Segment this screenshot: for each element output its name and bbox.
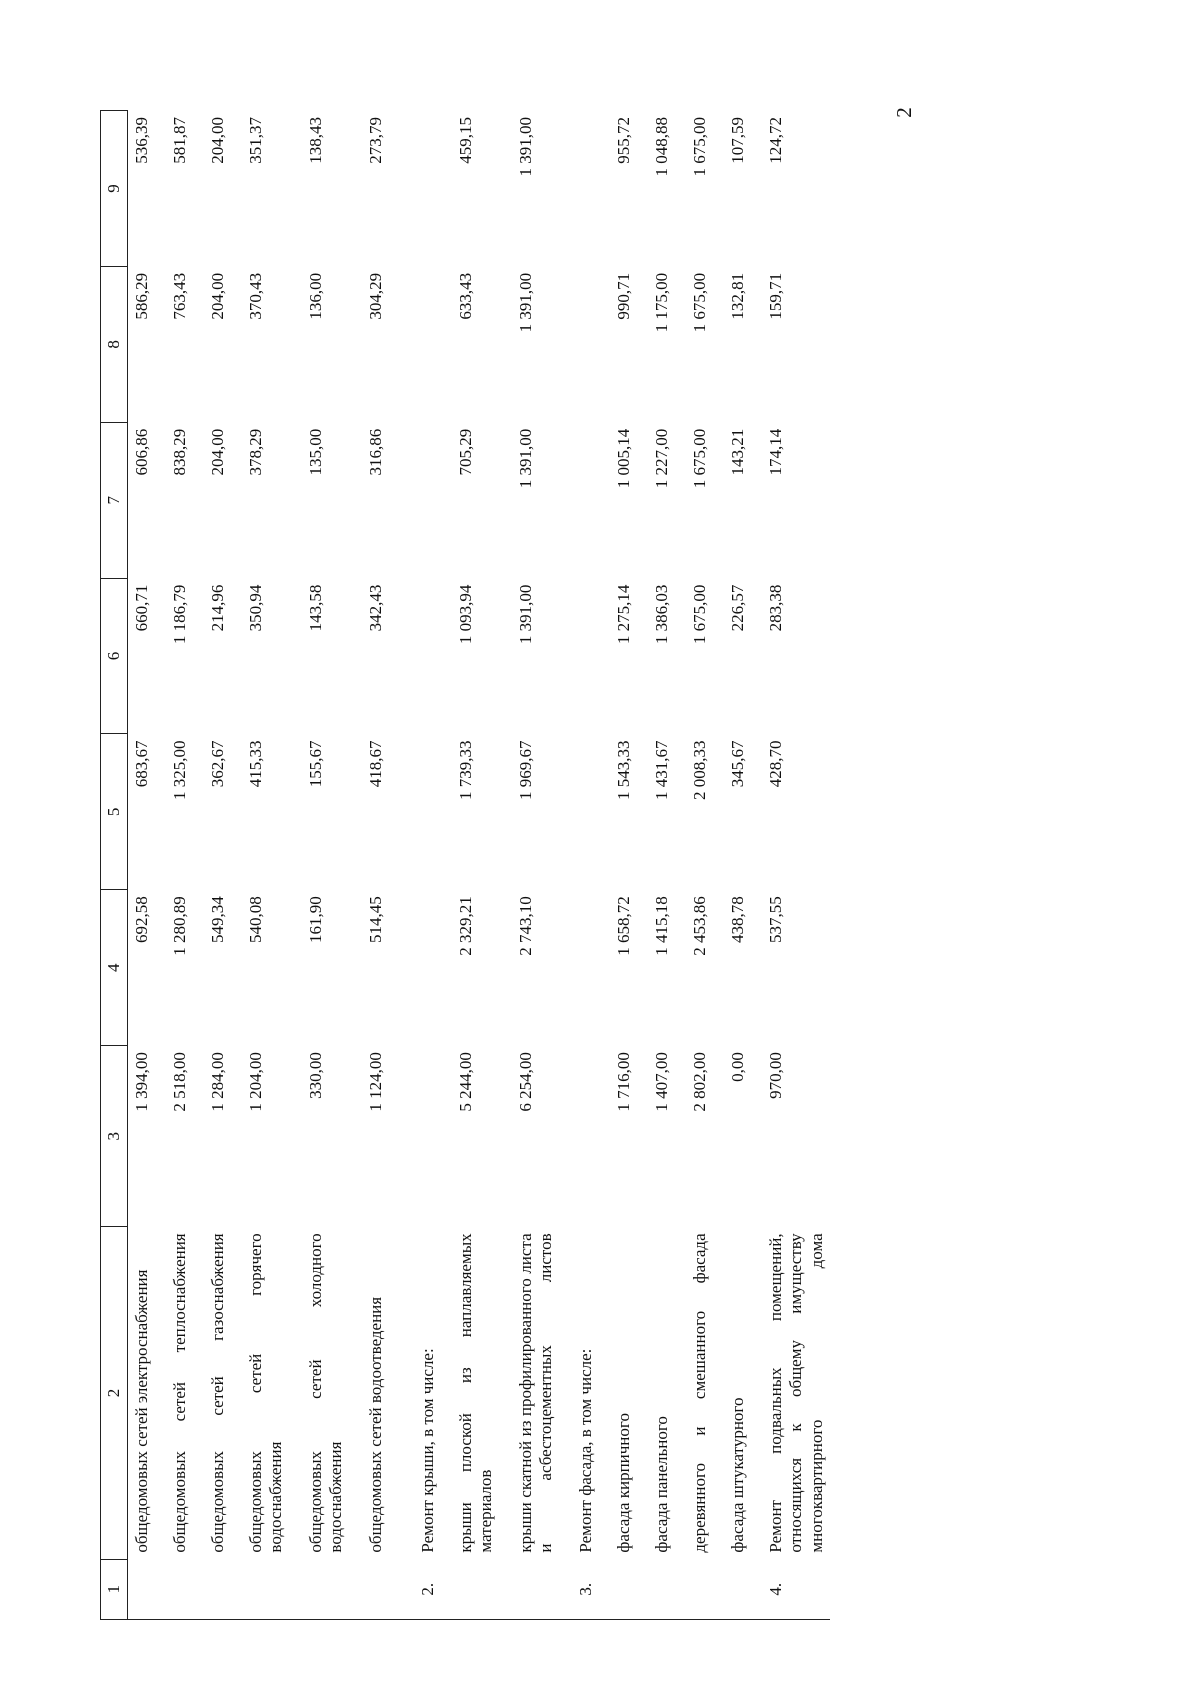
value-cell: 204,00 bbox=[208, 428, 227, 476]
value-cell: 143,58 bbox=[306, 584, 325, 632]
value-cell: 124,72 bbox=[766, 117, 785, 164]
value-cell: 1 739,33 bbox=[456, 740, 475, 800]
header-col-8: 8 bbox=[101, 266, 128, 422]
table-row bbox=[242, 111, 302, 1620]
row-name: фасада штукатурного bbox=[728, 1397, 747, 1553]
value-cell: 1 005,14 bbox=[614, 428, 633, 489]
table-row bbox=[452, 111, 512, 1620]
row-number bbox=[362, 1559, 414, 1619]
tariff-table bbox=[100, 110, 830, 1620]
table-row bbox=[686, 111, 724, 1620]
table-row bbox=[648, 111, 686, 1620]
value-cell: 955,72 bbox=[614, 117, 633, 164]
table-row bbox=[166, 111, 204, 1620]
value-cell: 350,94 bbox=[246, 584, 265, 632]
value-cell: 351,37 bbox=[246, 117, 265, 164]
row-number bbox=[128, 1559, 167, 1619]
value-cell: 549,34 bbox=[208, 896, 227, 944]
value-cell: 143,21 bbox=[728, 428, 747, 476]
value-cell bbox=[572, 266, 610, 422]
value-cell: 418,67 bbox=[366, 740, 385, 788]
header-col-9: 9 bbox=[101, 111, 128, 267]
row-name: общедомовых сетей водоотведения bbox=[366, 1296, 385, 1553]
value-cell: 136,00 bbox=[306, 272, 325, 320]
value-cell bbox=[572, 1046, 610, 1227]
rotated-table-wrapper bbox=[100, 110, 875, 1620]
value-cell: 1 186,79 bbox=[170, 584, 189, 645]
value-cell: 132,81 bbox=[728, 272, 747, 320]
value-cell: 155,67 bbox=[306, 740, 325, 788]
value-cell: 304,29 bbox=[366, 272, 385, 320]
value-cell: 692,58 bbox=[132, 896, 151, 944]
value-cell: 2 008,33 bbox=[690, 740, 709, 800]
table-row-section bbox=[572, 111, 610, 1620]
value-cell: 273,79 bbox=[366, 117, 385, 164]
value-cell: 683,67 bbox=[132, 740, 151, 788]
value-cell: 1 969,67 bbox=[516, 740, 535, 800]
value-cell bbox=[572, 578, 610, 734]
value-cell: 1 394,00 bbox=[132, 1052, 151, 1112]
table-row bbox=[362, 111, 414, 1620]
value-cell bbox=[572, 734, 610, 890]
row-number: 2. bbox=[414, 1559, 452, 1619]
row-number bbox=[166, 1559, 204, 1619]
value-cell: 345,67 bbox=[728, 740, 747, 788]
value-cell: 1 391,00 bbox=[516, 117, 535, 177]
value-cell: 606,86 bbox=[132, 428, 151, 476]
value-cell: 330,00 bbox=[306, 1052, 325, 1099]
value-cell: 581,87 bbox=[170, 117, 189, 164]
row-name: Ремонт подвальных помещений, относящихся к общему имуществу многоквартирного дома bbox=[766, 1233, 826, 1553]
value-cell bbox=[414, 1046, 452, 1227]
value-cell: 1 675,00 bbox=[690, 117, 709, 177]
value-cell: 1 415,18 bbox=[652, 896, 671, 956]
table-row bbox=[302, 111, 362, 1620]
value-cell: 838,29 bbox=[170, 428, 189, 476]
value-cell: 138,43 bbox=[306, 117, 325, 164]
value-cell: 514,45 bbox=[366, 896, 385, 944]
value-cell: 1 391,00 bbox=[516, 428, 535, 489]
header-col-5: 5 bbox=[101, 734, 128, 890]
value-cell bbox=[414, 578, 452, 734]
row-number bbox=[242, 1559, 302, 1619]
table-row bbox=[610, 111, 648, 1620]
value-cell: 2 802,00 bbox=[690, 1052, 709, 1112]
value-cell: 161,90 bbox=[306, 896, 325, 944]
value-cell: 459,15 bbox=[456, 117, 475, 164]
row-name: общедомовых сетей горячего водоснабжения bbox=[246, 1233, 286, 1553]
value-cell: 204,00 bbox=[208, 117, 227, 164]
value-cell: 1 675,00 bbox=[690, 584, 709, 645]
value-cell: 1 204,00 bbox=[246, 1052, 265, 1112]
value-cell: 1 284,00 bbox=[208, 1052, 227, 1112]
value-cell: 1 227,00 bbox=[652, 428, 671, 489]
row-number bbox=[302, 1559, 362, 1619]
row-name: крыши скатной из профилированного листа и асбестоцементных листов bbox=[516, 1233, 556, 1553]
header-col-4: 4 bbox=[101, 890, 128, 1046]
value-cell: 1 124,00 bbox=[366, 1052, 385, 1112]
value-cell: 107,59 bbox=[728, 117, 747, 164]
value-cell: 1 386,03 bbox=[652, 584, 671, 645]
value-cell bbox=[414, 890, 452, 1046]
value-cell: 537,55 bbox=[766, 896, 785, 944]
page-number: 2 bbox=[891, 107, 916, 118]
value-cell: 0,00 bbox=[728, 1052, 747, 1082]
value-cell: 1 391,00 bbox=[516, 272, 535, 333]
row-number bbox=[610, 1559, 648, 1619]
value-cell: 428,70 bbox=[766, 740, 785, 788]
value-cell: 633,43 bbox=[456, 272, 475, 320]
header-col-7: 7 bbox=[101, 422, 128, 578]
value-cell: 2 329,21 bbox=[456, 896, 475, 956]
value-cell: 5 244,00 bbox=[456, 1052, 475, 1112]
value-cell: 1 431,67 bbox=[652, 740, 671, 800]
value-cell: 226,57 bbox=[728, 584, 747, 632]
value-cell: 415,33 bbox=[246, 740, 265, 788]
value-cell: 586,29 bbox=[132, 272, 151, 320]
value-cell: 214,96 bbox=[208, 584, 227, 632]
table-row bbox=[512, 111, 572, 1620]
value-cell: 1 275,14 bbox=[614, 584, 633, 645]
value-cell: 540,08 bbox=[246, 896, 265, 944]
value-cell: 370,43 bbox=[246, 272, 265, 320]
table-row bbox=[762, 111, 830, 1620]
value-cell: 342,43 bbox=[366, 584, 385, 632]
value-cell: 1 675,00 bbox=[690, 428, 709, 489]
table-header-row bbox=[101, 111, 128, 1620]
row-number bbox=[452, 1559, 512, 1619]
value-cell bbox=[414, 734, 452, 890]
value-cell: 378,29 bbox=[246, 428, 265, 476]
value-cell bbox=[414, 422, 452, 578]
value-cell: 2 743,10 bbox=[516, 896, 535, 956]
value-cell: 1 675,00 bbox=[690, 272, 709, 333]
value-cell: 204,00 bbox=[208, 272, 227, 320]
value-cell: 362,67 bbox=[208, 740, 227, 788]
value-cell bbox=[572, 890, 610, 1046]
value-cell: 2 518,00 bbox=[170, 1052, 189, 1112]
value-cell: 1 280,89 bbox=[170, 896, 189, 956]
row-number: 3. bbox=[572, 1559, 610, 1619]
row-name: фасада панельного bbox=[652, 1416, 671, 1553]
table-row bbox=[204, 111, 242, 1620]
value-cell: 1 391,00 bbox=[516, 584, 535, 645]
row-name: Ремонт фасада, в том числе: bbox=[576, 1348, 595, 1553]
table-row-section bbox=[414, 111, 452, 1620]
value-cell: 1 175,00 bbox=[652, 272, 671, 333]
row-number bbox=[724, 1559, 762, 1619]
value-cell bbox=[572, 422, 610, 578]
row-name: общедомовых сетей газоснабжения bbox=[208, 1233, 227, 1553]
value-cell bbox=[414, 111, 452, 267]
value-cell: 970,00 bbox=[766, 1052, 785, 1099]
value-cell: 283,38 bbox=[766, 584, 785, 632]
row-name: общедомовых сетей холодного водоснабжения bbox=[306, 1233, 346, 1553]
row-name: деревянного и смешанного фасада bbox=[690, 1233, 709, 1553]
value-cell: 660,71 bbox=[132, 584, 151, 632]
value-cell: 1 658,72 bbox=[614, 896, 633, 956]
value-cell: 316,86 bbox=[366, 428, 385, 476]
value-cell: 705,29 bbox=[456, 428, 475, 476]
table-row bbox=[128, 111, 167, 1620]
value-cell: 1 407,00 bbox=[652, 1052, 671, 1112]
row-number bbox=[204, 1559, 242, 1619]
row-name: крыши плоской из наплавляемых материалов bbox=[456, 1233, 496, 1553]
value-cell bbox=[414, 266, 452, 422]
value-cell: 135,00 bbox=[306, 428, 325, 476]
value-cell: 1 716,00 bbox=[614, 1052, 633, 1112]
value-cell: 6 254,00 bbox=[516, 1052, 535, 1112]
value-cell: 990,71 bbox=[614, 272, 633, 320]
header-col-1: 1 bbox=[101, 1559, 128, 1619]
row-number bbox=[648, 1559, 686, 1619]
header-col-2: 2 bbox=[101, 1227, 128, 1559]
row-name: Ремонт крыши, в том числе: bbox=[418, 1348, 437, 1553]
table-row bbox=[724, 111, 762, 1620]
row-number bbox=[512, 1559, 572, 1619]
value-cell: 174,14 bbox=[766, 428, 785, 476]
row-number bbox=[686, 1559, 724, 1619]
value-cell: 1 543,33 bbox=[614, 740, 633, 800]
row-name: фасада кирпичного bbox=[614, 1413, 633, 1553]
row-name: общедомовых сетей теплоснабжения bbox=[170, 1233, 189, 1553]
value-cell: 1 048,88 bbox=[652, 117, 671, 177]
value-cell: 2 453,86 bbox=[690, 896, 709, 956]
row-number: 4. bbox=[762, 1559, 830, 1619]
value-cell: 763,43 bbox=[170, 272, 189, 320]
value-cell: 159,71 bbox=[766, 272, 785, 320]
value-cell: 438,78 bbox=[728, 896, 747, 944]
header-col-3: 3 bbox=[101, 1046, 128, 1227]
header-col-6: 6 bbox=[101, 578, 128, 734]
value-cell bbox=[572, 111, 610, 267]
value-cell: 536,39 bbox=[132, 117, 151, 164]
value-cell: 1 093,94 bbox=[456, 584, 475, 645]
row-name: общедомовых сетей электроснабжения bbox=[132, 1269, 151, 1553]
value-cell: 1 325,00 bbox=[170, 740, 189, 800]
